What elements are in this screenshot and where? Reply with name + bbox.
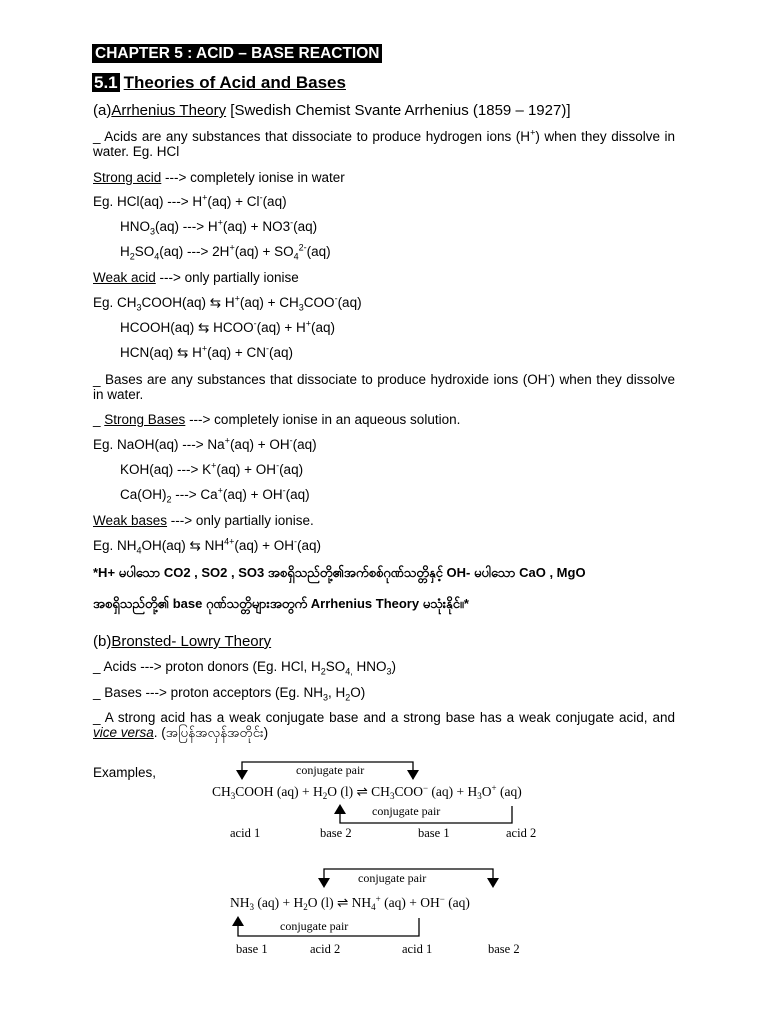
acid-definition: _ Acids are any substances that dissociate to produce hydrogen ions (H+) when they dissolve in water. Eg. HCl [93,127,676,159]
equation-nh4oh: Eg. $NH_4OH(aq)$ ⇆ $NH^{4+}(aq) + OH^-(aq)$ [93,536,322,556]
conjugate-text: _ A strong acid has a weak conjugate base and a strong base has a weak conjugate acid, and [93,710,675,725]
examples-label: Examples, [93,765,157,780]
arrhenius-note: [Swedish Chemist Svante Arrhenius (1859 – 1927)] [226,102,571,119]
diagram1-bottom-label: conjugate pair [372,804,441,818]
chapter-title: CHAPTER 5 : ACID – BASE REACTION [92,44,382,63]
section-number: 5.1 [94,73,118,92]
myanmar-note-line-2: အစရှိသည်တို့၏ base ဂုဏ်သတ္တိများအတွက် Arrhenius Theory မသုံးနိုင်။* [93,596,469,611]
weak-acid-desc: ---> only partially ionise [155,270,299,285]
equation-h2so4: $H_2SO_4(aq)$ ---> $2H^+(aq) + SO_4^{2-}(aq)$ [120,242,331,262]
equation-caoh2: $Ca(OH)_2$ ---> Ca+(aq) + OH-(aq) [120,485,310,505]
arrhenius-label: Arrhenius Theory [111,102,227,119]
bronsted-label: Bronsted- Lowry Theory [111,633,272,650]
equation-naoh: Eg. NaOH(aq) ---> Na+(aq) + OH-(aq) [93,435,317,452]
weak-acid-label: Weak acid [93,270,156,285]
bronsted-acids: _ Acids ---> proton donors (Eg. HCl, $H_2SO_{4,}$ $HNO_3$) [93,659,397,677]
equation-hcooh: HCOOH(aq) ⇆ HCOO-(aq) + H+(aq) [120,318,336,335]
base-definition: _ Bases are any substances that dissociate to produce hydroxide ions (OH-) when they dissolve in water. [93,370,675,402]
diagram1-role-base1: base 1 [418,826,450,840]
equation-hcn: HCN(aq) ⇆ H+(aq) + CN-(aq) [120,343,294,360]
equation-hcl: Eg. HCl(aq) ---> H+(aq) + Cl-(aq) [93,192,287,209]
diagram2-role-acid1: acid 1 [402,942,433,956]
weak-base-label: Weak bases [93,513,168,528]
diagram2-role-acid2: acid 2 [310,942,341,956]
weak-base-desc: ---> only partially ionise. [167,513,314,528]
vice-versa: vice versa [93,725,154,740]
diagram1-top-label: conjugate pair [296,763,365,777]
diagram2-bottom-label: conjugate pair [280,919,349,933]
diagram2-equation: $NH_3$ $(aq) + H_2O$ (l) ⇌ $NH_4^+$ (aq) + OH− (aq) [230,894,470,912]
section-title: Theories of Acid and Bases [123,73,346,92]
equation-koh: KOH(aq) ---> K+(aq) + OH-(aq) [120,460,304,477]
diagram1-role-base2: base 2 [320,826,352,840]
strong-base-label: Strong Bases [104,412,186,427]
strong-acid-label: Strong acid [93,170,162,185]
diagram1-role-acid1: acid 1 [230,826,261,840]
strong-base-desc: ---> completely ionise in an aqueous solution. [185,412,461,427]
myanmar-note-line-1: *H+ မပါသော CO2 , SO2 , SO3 အစရှိသည်တို့၏အက်စစ်ဂုဏ်သတ္တိနှင့် OH- မပါသော CaO , MgO [93,565,586,580]
diagram2-role-base1: base 1 [236,942,268,956]
diagram1-equation: $CH_3COOH$ $(aq) + H_2O$ (l) ⇌ $CH_3COO^-$ $(aq) + H_3O^+$ (aq) [212,783,522,801]
equation-hno3: $HNO_3(aq)$ ---> H+(aq) + NO3-(aq) [120,217,318,237]
strong-acid-desc: ---> completely ionise in water [161,170,345,185]
conjugate-tail: . (အပြန်အလှန်အတိုင်း) [153,725,269,740]
strong-base-prefix: _ [93,412,105,427]
equation-ch3cooh: Eg. $CH_3COOH(aq)$ ⇆ $H^+(aq) + CH_3COO^-(aq)$ [93,293,362,313]
bronsted-prefix: (b) [93,633,112,650]
diagram2-role-base2: base 2 [488,942,520,956]
diagram1-role-acid2: acid 2 [506,826,537,840]
arrhenius-prefix: (a) [93,102,112,119]
diagram2-top-label: conjugate pair [358,871,427,885]
bronsted-bases: _ Bases ---> proton acceptors (Eg. $NH_3$, $H_2O$) [93,685,366,703]
